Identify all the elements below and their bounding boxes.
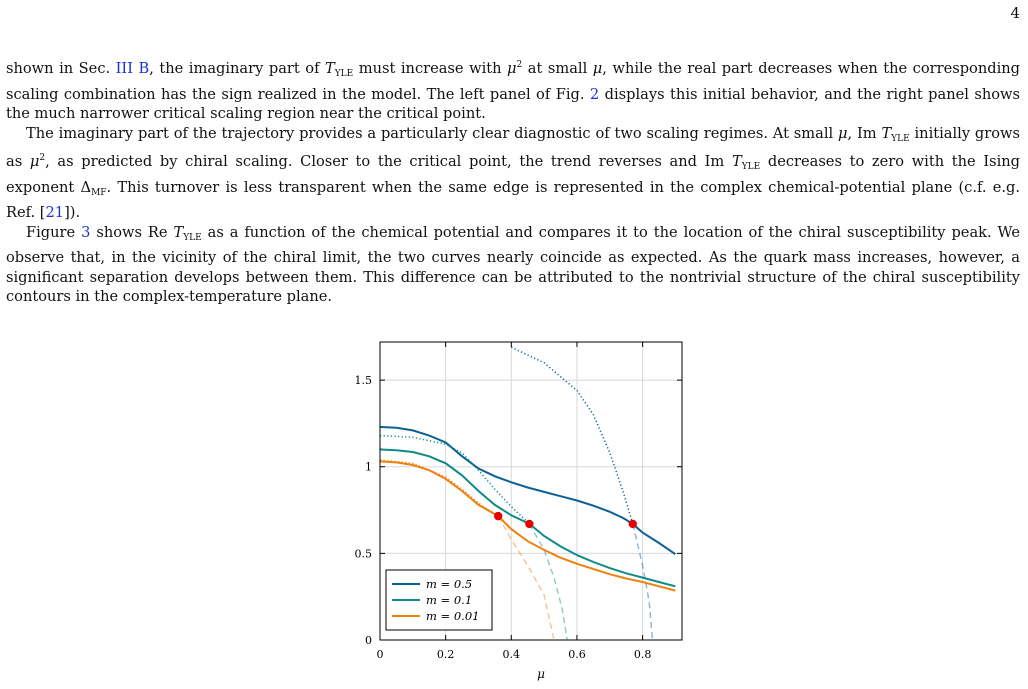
legend-label: m = 0.01 (426, 609, 480, 623)
series-3-dotted-line (380, 460, 498, 516)
x-tick-label: 0 (376, 648, 384, 661)
y-tick-label: 0.5 (354, 547, 372, 561)
series-2-dashed-line (529, 524, 567, 640)
x-tick-label: 0.4 (502, 648, 521, 661)
critical-point-marker (494, 512, 502, 520)
y-tick-label: 0 (365, 634, 372, 647)
series-1-line (380, 427, 675, 554)
paragraph-2: The imaginary part of the trajectory provides a particularly clear diagnostic of two scaling regimes. At small μ, Im $T_{YLE}$ initially grows as $\mu^2$, as predicted by chiral scaling. Closer to the critical point, the trend reverses and Im $T_{YLE}$ decreases to zero with the Ising exponent $\Delta_{MF}$. This turnover is less transparent when the same edge is represented in the complex chemical-potential plane (c.f. e.g. Ref. [21]). (6, 124, 1020, 221)
figure-2-ref-link[interactable]: 2 (589, 85, 600, 103)
legend-label: m = 0.1 (426, 593, 473, 607)
legend-label: m = 0.5 (426, 577, 473, 591)
page-number: 4 (1010, 4, 1020, 22)
body-text (6, 56, 1020, 307)
series-2-line (380, 449, 675, 586)
reference-21-link[interactable]: 21 (45, 204, 65, 221)
section-ref-link[interactable]: III B (115, 60, 150, 77)
chart-svg (300, 330, 720, 685)
x-axis-label: μ (537, 667, 545, 681)
series-3-dashed-line (498, 516, 554, 640)
figure-3-ref-link[interactable]: 3 (81, 223, 91, 241)
x-tick-label: 0.2 (436, 648, 455, 661)
series-1-dotted-line (511, 347, 633, 524)
x-tick-label: 0.6 (568, 648, 586, 661)
critical-point-marker (629, 520, 637, 528)
figure-3 (300, 330, 720, 685)
y-tick-label: 1 (365, 460, 372, 474)
critical-point-marker (525, 520, 533, 528)
paragraph-1: shown in Sec. III B, the imaginary part of $T_{YLE}$ must increase with $\mu^2$ at small μ, while the real part decreases when the corresponding scaling combination has the sign realized in the model. The left panel of Fig. 2 displays this initial behavior, and the right panel shows the much narrower critical scaling region near the critical point. (6, 60, 1020, 122)
paragraph-3: Figure 3 shows Re $T_{YLE}$ as a function of the chemical potential and compares it to the location of the chiral susceptibility peak. We observe that, in the vicinity of the chiral limit, the two curves nearly coincide as expected. As the quark mass increases, however, a significant separation develops between them. This difference can be attributed to the nontrivial structure of the chiral susceptibility contours in the complex-temperature plane. (6, 223, 1021, 305)
y-tick-label: 1.5 (354, 374, 372, 388)
x-tick-label: 0.8 (633, 648, 652, 661)
